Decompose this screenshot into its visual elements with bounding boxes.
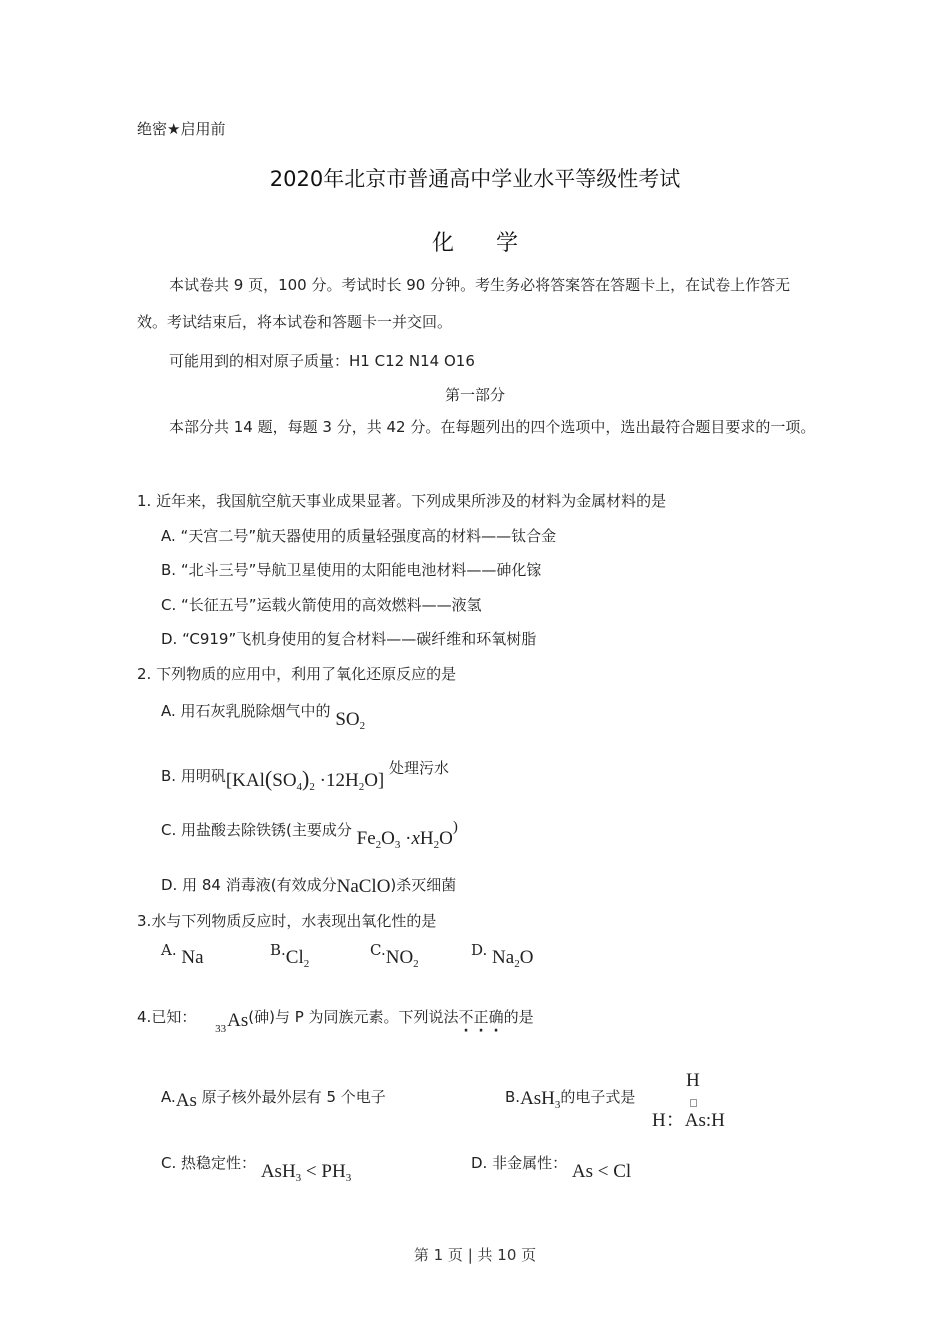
- option-after: ): [452, 819, 458, 835]
- page-footer: 第 1 页 | 共 10 页: [413, 1246, 537, 1264]
- emphasis-text: 不正确: [458, 1008, 504, 1026]
- q4-option-b[interactable]: [505, 1086, 635, 1109]
- question-number: 1.: [137, 492, 152, 510]
- formula-ash3: AsH$_3$: [520, 1088, 561, 1111]
- q3-option-b[interactable]: [270, 941, 310, 970]
- option-text: 用石灰乳脱除烟气中的: [180, 702, 331, 720]
- option-text: “天宫二号”航天器使用的质量轻强度高的材料——钛合金: [180, 527, 557, 545]
- electron-formula-row: H：As:H: [652, 1110, 725, 1131]
- electron-formula-top-h: H: [686, 1070, 700, 1091]
- question-2-stem: [137, 663, 456, 684]
- option-label: A.: [161, 941, 177, 959]
- option-label: C.: [161, 1154, 177, 1172]
- question-number: 4.: [137, 1008, 152, 1026]
- option-after: 的电子式是: [560, 1088, 636, 1106]
- formula-alum: $[KAl(SO_4)_2 \cdot 12H_2O]$: [225, 766, 385, 793]
- secret-mark: 绝密★启用前: [137, 120, 226, 138]
- option-label: D.: [471, 1154, 488, 1172]
- q4-option-c[interactable]: [161, 1152, 352, 1184]
- option-text: 非金属性：: [492, 1154, 568, 1172]
- q4-option-d[interactable]: [471, 1152, 632, 1182]
- q1-option-c[interactable]: [161, 594, 482, 615]
- option-label: D.: [471, 941, 488, 959]
- option-label: B.: [161, 561, 177, 579]
- formula-no2: $NO_2$: [385, 947, 419, 970]
- formula-naclo: NaClO: [336, 876, 391, 897]
- part-description: 本部分共 14 题，每题 3 分，共 42 分。在每题列出的四个选项中，选出最符合题目要求的一项。: [169, 418, 816, 436]
- q2-option-d[interactable]: [161, 874, 456, 896]
- option-text: “北斗三号”导航卫星使用的太阳能电池材料——砷化镓: [180, 561, 542, 579]
- exam-title: 2020年北京市普通高中学业水平等级性考试: [269, 167, 681, 191]
- question-3-stem: [137, 910, 436, 931]
- question-4-stem: 4.已知： $_{33}$As(砷)与 P 为同族元素。下列说法不正确的是: [137, 1008, 534, 1035]
- q3-option-a[interactable]: [161, 941, 204, 969]
- option-label: C.: [370, 941, 386, 959]
- instructions-paragraph: 本试卷共 9 页，100 分。考试时长 90 分钟。考生务必将答案答在答题卡上，在试卷上作答无效。考试结束后，将本试卷和答题卡一并交回。: [137, 276, 791, 331]
- formula-as-lt-cl: As < Cl: [571, 1161, 632, 1182]
- formula-na: Na: [181, 947, 204, 968]
- question-number: 3.: [137, 912, 152, 930]
- q2-option-a[interactable]: [161, 700, 366, 732]
- question-text: 下列物质的应用中，利用了氧化还原反应的是: [156, 665, 457, 683]
- option-label: A.: [161, 1088, 176, 1106]
- option-label: A.: [161, 527, 176, 545]
- q1-option-a[interactable]: [161, 525, 556, 546]
- question-text: (砷)与 P 为同族元素。下列说法: [248, 1008, 459, 1026]
- option-label: B.: [161, 767, 177, 785]
- part-heading: 第一部分: [444, 386, 505, 404]
- option-label: D.: [161, 876, 178, 894]
- formula-rust: $Fe_2O_3 \cdot xH_2O$: [356, 828, 453, 851]
- q2-option-c[interactable]: [161, 819, 458, 851]
- option-after: 处理污水: [389, 759, 450, 777]
- formula-cl2: $Cl_2$: [285, 947, 310, 970]
- q3-option-c[interactable]: [370, 941, 419, 970]
- q3-option-d[interactable]: [471, 941, 534, 970]
- option-text: 热稳定性：: [181, 1154, 257, 1172]
- option-label: C.: [161, 596, 177, 614]
- option-after: )杀灭细菌: [390, 876, 457, 894]
- q2-option-b[interactable]: [161, 759, 450, 793]
- option-text: 用盐酸去除铁锈(主要成分: [181, 821, 352, 839]
- option-text: “C919”飞机身使用的复合材料——碳纤维和环氧树脂: [182, 630, 537, 648]
- option-text: 用明矾: [180, 767, 226, 785]
- q1-option-b[interactable]: [161, 559, 541, 580]
- option-text: “长征五号”运载火箭使用的高效燃料——液氢: [181, 596, 482, 614]
- formula-as: As: [175, 1090, 197, 1111]
- q1-option-d[interactable]: [161, 628, 536, 649]
- option-label: A.: [161, 702, 176, 720]
- formula-na2o: $Na_2O$: [492, 947, 534, 970]
- option-label: C.: [161, 821, 177, 839]
- option-label: D.: [161, 630, 178, 648]
- question-text: 近年来，我国航空航天事业成果显著。下列成果所涉及的材料为金属材料的是: [156, 492, 667, 510]
- atomic-masses-line: 可能用到的相对原子质量：H1 C12 N14 O16: [169, 352, 475, 370]
- question-text: 水与下列物质反应时，水表现出氧化性的是: [151, 912, 437, 930]
- question-1-stem: [137, 490, 666, 511]
- option-label: B.: [505, 1088, 521, 1106]
- q4-option-a[interactable]: [161, 1086, 386, 1111]
- subject-title: 化学: [431, 231, 560, 256]
- option-label: B.: [270, 941, 286, 959]
- option-text: 用 84 消毒液(有效成分: [182, 876, 337, 894]
- question-number: 2.: [137, 665, 152, 683]
- formula-33as: $_{33}$As: [215, 1010, 249, 1035]
- option-after: 原子核外最外层有 5 个电子: [201, 1088, 386, 1106]
- formula-ash3-lt-ph3: $AsH_3 < PH_3$: [260, 1161, 352, 1184]
- formula-so2: $SO_2$: [335, 709, 366, 732]
